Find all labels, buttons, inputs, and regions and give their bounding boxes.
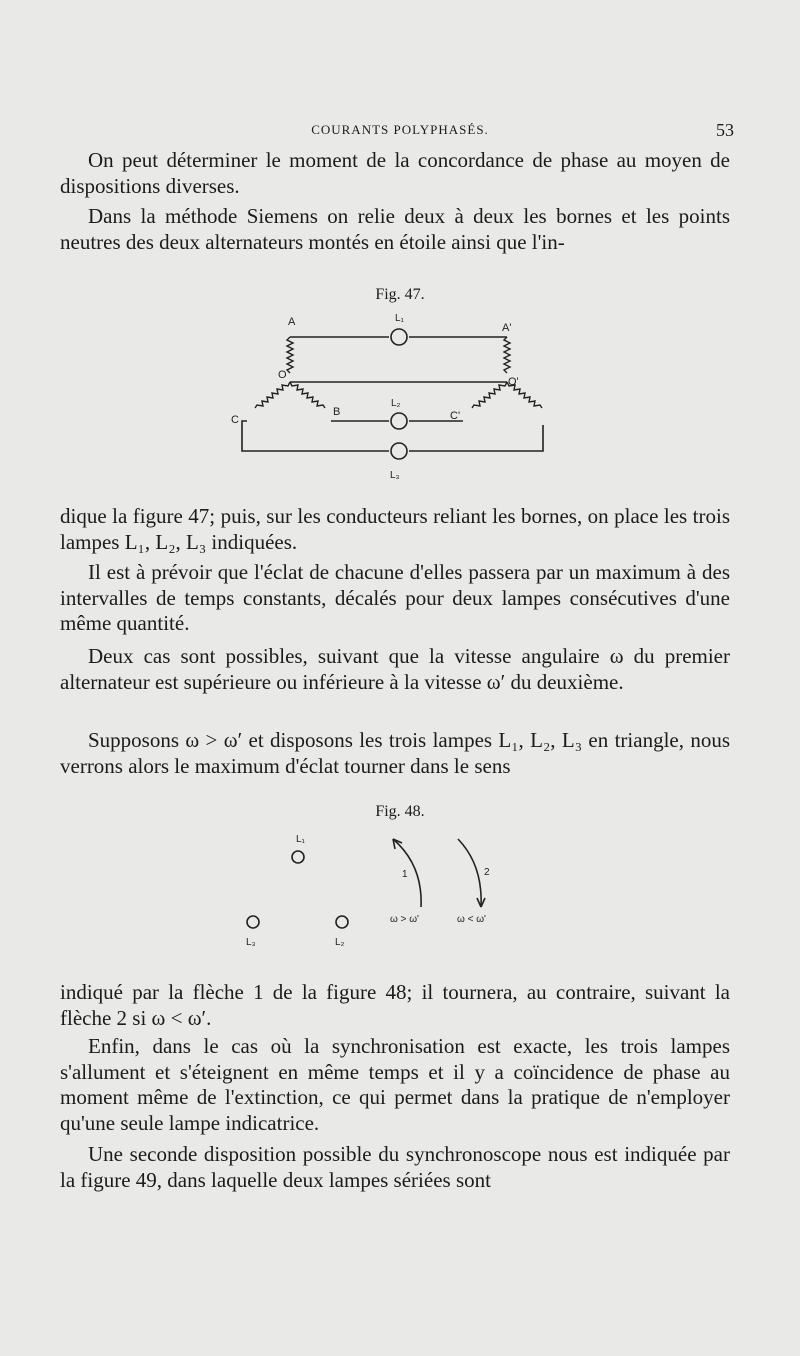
paragraph-3: dique la figure 47; puis, sur les conducteurs reliant les bornes, on place les trois lampes L₁, L₂, L₃ indiquées. xyxy=(60,504,730,554)
label-l1: L₁ xyxy=(395,313,404,324)
page-header xyxy=(0,120,800,144)
label-l1: L₁ xyxy=(296,834,305,845)
paragraph-6: Supposons ω > ω′ et disposons les trois lampes L₁, L₂, L₃ en triangle, nous verrons alors le maximum d'éclat tourner dans le sens xyxy=(60,728,730,778)
page-number: 53 xyxy=(716,120,734,140)
label-c-prime: C' xyxy=(450,410,461,422)
paragraph-7: indiqué par la flèche 1 de la figure 48; il tournera, au contraire, suivant la flèche 2 si ω < ω′. xyxy=(60,980,730,1030)
paragraph-4: Il est à prévoir que l'éclat de chacune d'elles passera par un maximum à des intervalles de temps constants, décalés pour deux lampes consécutives d'une même quantité. xyxy=(60,560,730,635)
paragraph-5: Deux cas sont possibles, suivant que la vitesse angulaire ω du premier alternateur est supérieure ou inférieure à la vitesse ω′ du deuxième. xyxy=(60,644,730,694)
lamp-l1 xyxy=(292,851,304,863)
label-a-prime: A' xyxy=(502,322,512,334)
lamp-l3 xyxy=(247,916,259,928)
paragraph-2: Dans la méthode Siemens on relie deux à deux les bornes et les points neutres des deux alternateurs montés en étoile ainsi que l'in- xyxy=(60,204,730,254)
label-l3: L₃ xyxy=(390,470,400,481)
label-l2: L₂ xyxy=(391,398,401,409)
paragraph-9: Une seconde disposition possible du synchronoscope nous est indiquée par la figure 49, dans laquelle deux lampes sériées sont xyxy=(60,1142,730,1192)
label-l3: L₃ xyxy=(246,937,256,948)
paragraph-1: On peut déterminer le moment de la concordance de phase au moyen de dispositions diverses. xyxy=(60,148,730,198)
paragraph-8: Enfin, dans le cas où la synchronisation est exacte, les trois lampes s'allument et s'éteignent en même temps et il y a coïncidence de phase au moment même de l'extinction, ce qui permet dans la pratique de n'employer qu'une seule lampe indicatrice. xyxy=(60,1034,730,1135)
figure-47-circuit-diagram xyxy=(220,305,560,485)
figure-48-caption: Fig. 48. xyxy=(375,803,425,820)
label-a: A xyxy=(288,316,296,328)
arrow-2 xyxy=(458,839,481,907)
label-o-prime: O' xyxy=(508,376,519,388)
condition-1-label: ω > ω' xyxy=(390,914,419,925)
lamp-l1 xyxy=(391,329,407,345)
lamp-l2 xyxy=(391,413,407,429)
label-l2: L₂ xyxy=(335,937,345,948)
label-c: C xyxy=(231,414,239,426)
lamp-l2 xyxy=(336,916,348,928)
condition-2-label: ω < ω' xyxy=(457,914,486,925)
arrow-2-label: 2 xyxy=(484,867,490,878)
label-o: O xyxy=(278,369,287,381)
lamp-l3 xyxy=(391,443,407,459)
label-b: B xyxy=(333,406,341,418)
arrow-1-label: 1 xyxy=(402,869,408,880)
figure-48-lamp-triangle-diagram xyxy=(225,825,525,955)
running-title: COURANTS POLYPHASÉS. xyxy=(311,122,489,137)
figure-47-caption: Fig. 47. xyxy=(375,286,425,303)
